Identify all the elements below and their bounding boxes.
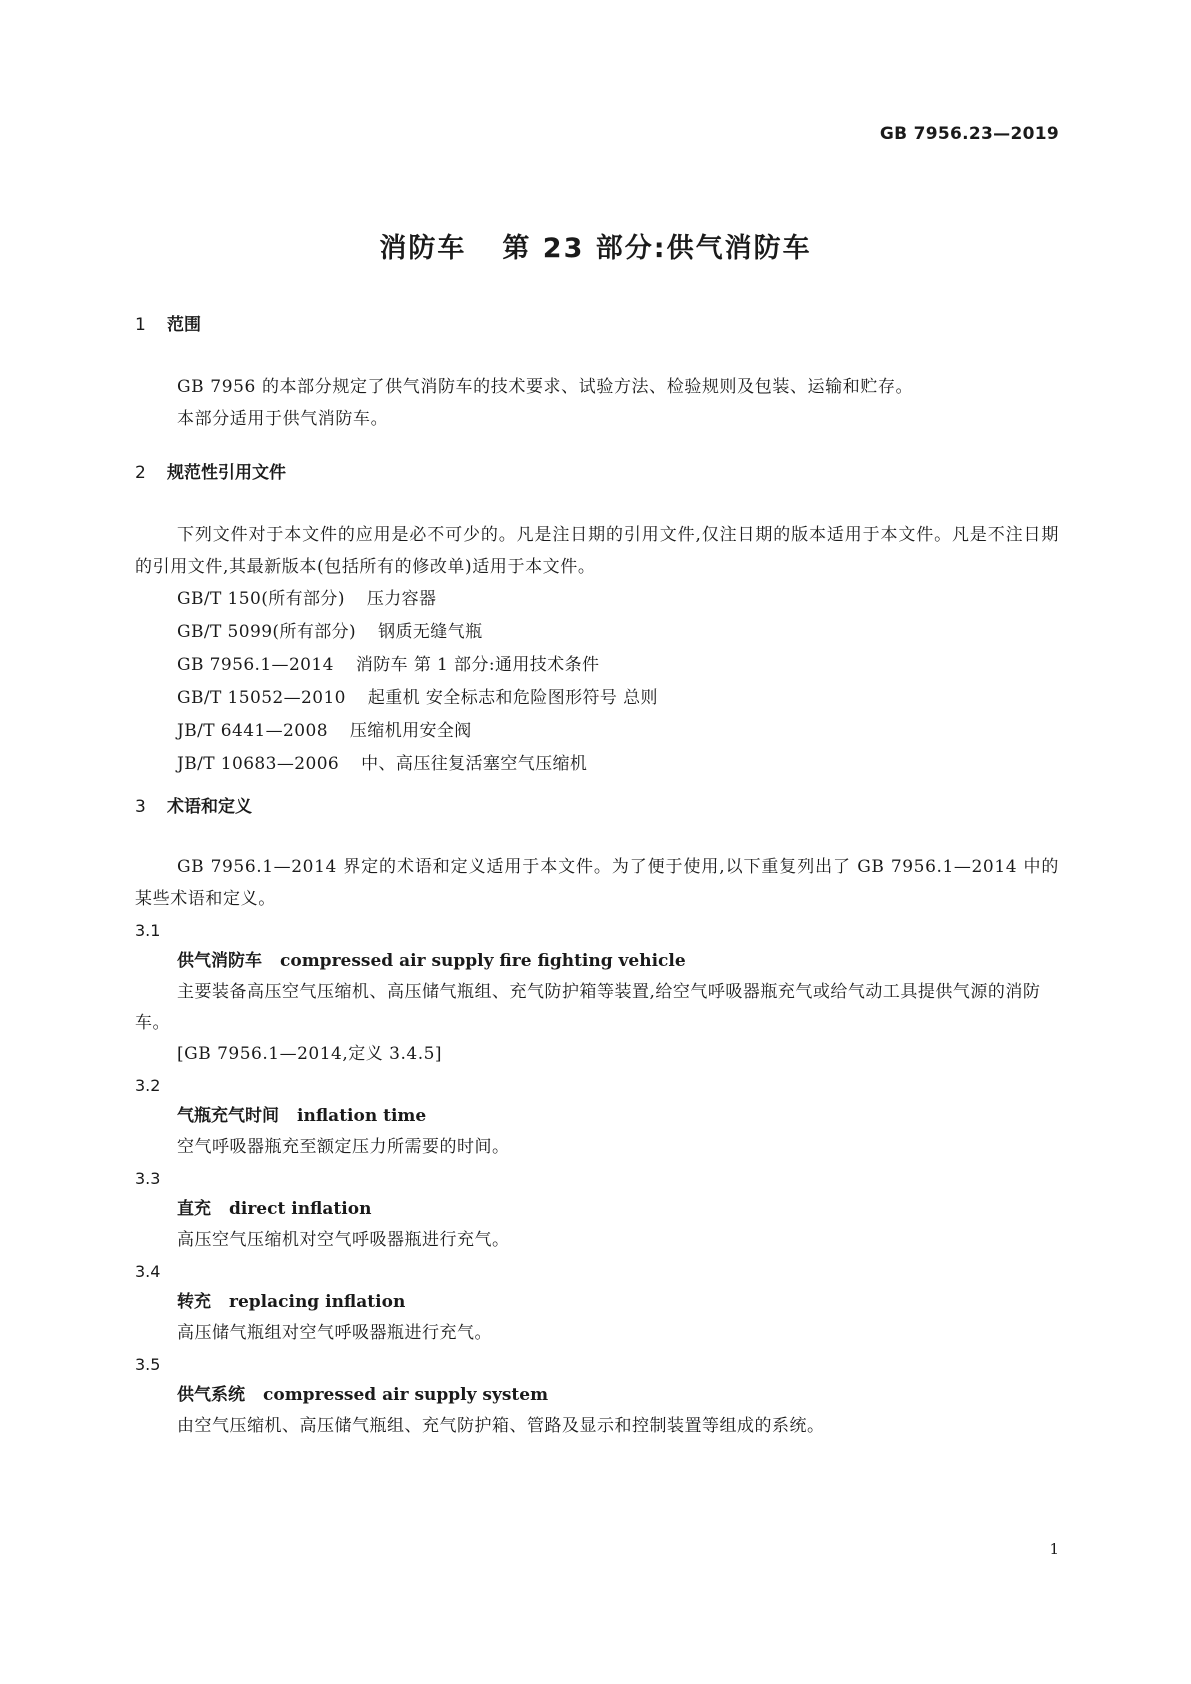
reference-item <box>135 616 1059 649</box>
reference-title: 压力容器 <box>366 589 437 609</box>
term-entry <box>135 1349 1059 1442</box>
term-entry <box>135 1070 1059 1163</box>
document-title <box>0 226 1191 265</box>
term-name <box>135 946 1059 977</box>
term-name <box>135 1287 1059 1318</box>
section-heading <box>135 310 1059 335</box>
term-name <box>135 1101 1059 1132</box>
term-entry <box>135 915 1059 1070</box>
section-number: 1 <box>135 315 146 335</box>
paragraph: 下列文件对于本文件的应用是必不可少的。凡是注日期的引用文件,仅注日期的版本适用于本文件。凡是不注日期的引用文件,其最新版本(包括所有的修改单)适用于本文件。 <box>135 525 1059 577</box>
reference-code: GB/T 5099(所有部分) <box>177 622 357 642</box>
standard-code: GB 7956.23—2019 <box>879 124 1059 144</box>
section-title: 规范性引用文件 <box>167 463 286 483</box>
paragraph: GB 7956.1—2014 界定的术语和定义适用于本文件。为了便于使用,以下重复列出了 GB 7956.1—2014 中的某些术语和定义。 <box>135 857 1059 909</box>
page-number: 1 <box>1049 1540 1059 1558</box>
term-name-en: compressed air supply fire fighting vehicle <box>280 951 686 971</box>
term-definition: 由空气压缩机、高压储气瓶组、充气防护箱、管路及显示和控制装置等组成的系统。 <box>177 1416 825 1436</box>
term-name <box>135 1194 1059 1225</box>
term-number: 3.1 <box>135 921 161 940</box>
term-definition: 高压空气压缩机对空气呼吸器瓶进行充气。 <box>177 1230 510 1250</box>
term-definition: 空气呼吸器瓶充至额定压力所需要的时间。 <box>177 1137 510 1157</box>
reference-code: JB/T 6441—2008 <box>177 721 328 741</box>
reference-code: GB 7956.1—2014 <box>177 655 334 675</box>
title-part-b: 第 23 部分:供气消防车 <box>502 233 812 264</box>
reference-code: GB/T 150(所有部分) <box>177 589 345 609</box>
term-number: 3.3 <box>135 1169 161 1188</box>
section-terms-definitions <box>135 792 1059 1442</box>
section-number: 2 <box>135 463 146 483</box>
reference-item <box>135 682 1059 715</box>
term-name-en: inflation time <box>297 1106 427 1126</box>
term-name-en: compressed air supply system <box>263 1385 549 1405</box>
paragraph: 本部分适用于供气消防车。 <box>177 409 389 429</box>
section-heading <box>135 792 1059 817</box>
term-name-en: direct inflation <box>229 1199 372 1219</box>
term-number: 3.5 <box>135 1355 161 1374</box>
section-title: 术语和定义 <box>167 797 252 817</box>
term-name-zh: 供气消防车 <box>177 951 262 971</box>
reference-title: 起重机 安全标志和危险图形符号 总则 <box>367 688 658 708</box>
term-name-zh: 气瓶充气时间 <box>177 1106 279 1126</box>
term-definition: 主要装备高压空气压缩机、高压储气瓶组、充气防护箱等装置,给空气呼吸器瓶充气或给气动工具提供气源的消防车。 <box>135 982 1041 1033</box>
reference-title: 消防车 第 1 部分:通用技术条件 <box>355 655 600 675</box>
paragraph: GB 7956 的本部分规定了供气消防车的技术要求、试验方法、检验规则及包装、运输和贮存。 <box>177 377 914 397</box>
section-heading <box>135 458 1059 483</box>
term-name-zh: 供气系统 <box>177 1385 245 1405</box>
section-title: 范围 <box>167 315 201 335</box>
term-entry <box>135 1256 1059 1349</box>
term-definition: 高压储气瓶组对空气呼吸器瓶进行充气。 <box>177 1323 492 1343</box>
reference-title: 钢质无缝气瓶 <box>378 622 483 642</box>
reference-item <box>135 583 1059 616</box>
term-source: [GB 7956.1—2014,定义 3.4.5] <box>177 1044 443 1064</box>
section-normative-references <box>135 458 1059 781</box>
reference-code: GB/T 15052—2010 <box>177 688 346 708</box>
term-number: 3.2 <box>135 1076 161 1095</box>
reference-title: 压缩机用安全阀 <box>349 721 472 741</box>
term-name-zh: 直充 <box>177 1199 211 1219</box>
reference-item <box>135 715 1059 748</box>
reference-code: JB/T 10683—2006 <box>177 754 340 774</box>
reference-item <box>135 649 1059 682</box>
term-name-en: replacing inflation <box>229 1292 406 1312</box>
section-scope <box>135 310 1059 435</box>
title-part-a: 消防车 <box>379 233 467 264</box>
term-number: 3.4 <box>135 1262 161 1281</box>
term-name-zh: 转充 <box>177 1292 211 1312</box>
reference-item <box>135 748 1059 781</box>
section-number: 3 <box>135 797 146 817</box>
reference-title: 中、高压往复活塞空气压缩机 <box>361 754 588 774</box>
term-name <box>135 1380 1059 1411</box>
term-entry <box>135 1163 1059 1256</box>
